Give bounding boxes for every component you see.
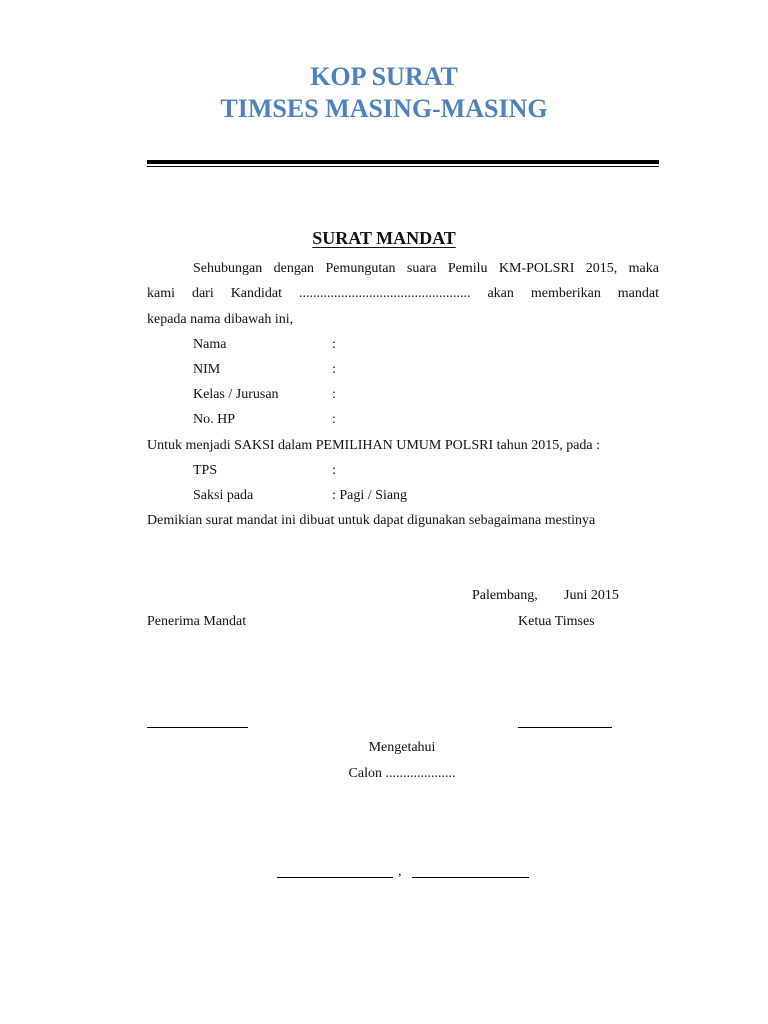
date-text: Juni 2015 <box>564 588 619 603</box>
field-label-tps: TPS <box>193 463 218 478</box>
intro-line-3: kepada nama dibawah ini, <box>147 312 294 327</box>
field-value-hp: : <box>332 412 336 427</box>
field-value-saksi: : Pagi / Siang <box>332 488 408 503</box>
field-label-saksi: Saksi pada <box>193 488 254 503</box>
field-value-kelas: : <box>332 387 336 402</box>
field-label-nama: Nama <box>193 337 227 352</box>
letterhead-line-2: TIMSES MASING-MASING <box>220 94 548 123</box>
leader-signature-line <box>518 727 612 728</box>
letterhead-line-1: KOP SURAT <box>310 62 458 91</box>
letterhead-divider-thick <box>147 160 659 164</box>
intro-line-1: Sehubungan dengan Pemungutan suara Pemilu KM-POLSRI 2015, maka <box>193 261 659 276</box>
document-title: SURAT MANDAT <box>312 228 456 248</box>
letterhead-divider-thin <box>147 166 659 167</box>
field-label-kelas: Kelas / Jurusan <box>193 387 279 402</box>
field-value-nim: : <box>332 362 336 377</box>
leader-label: Ketua Timses <box>518 614 595 629</box>
field-value-tps: : <box>332 463 336 478</box>
acknowledged-label: Mengetahui <box>368 740 436 755</box>
field-label-nim: NIM <box>193 362 221 377</box>
candidate-signature-line-left <box>277 877 393 878</box>
candidate-label: Calon .................... <box>348 766 456 781</box>
field-value-nama: : <box>332 337 336 352</box>
intro-line-2: kami dari Kandidat ................................................. akan memberikan mandat <box>147 286 659 301</box>
field-label-hp: No. HP <box>193 412 236 427</box>
place-text: Palembang, <box>472 588 538 603</box>
signature-separator: , <box>398 864 402 879</box>
receiver-signature-line <box>147 727 248 728</box>
candidate-signature-line-right <box>412 877 529 878</box>
closing-text: Demikian surat mandat ini dibuat untuk dapat digunakan sebagaimana mestinya <box>147 513 596 528</box>
purpose-text: Untuk menjadi SAKSI dalam PEMILIHAN UMUM POLSRI tahun 2015, pada : <box>147 438 601 453</box>
receiver-label: Penerima Mandat <box>147 614 247 629</box>
